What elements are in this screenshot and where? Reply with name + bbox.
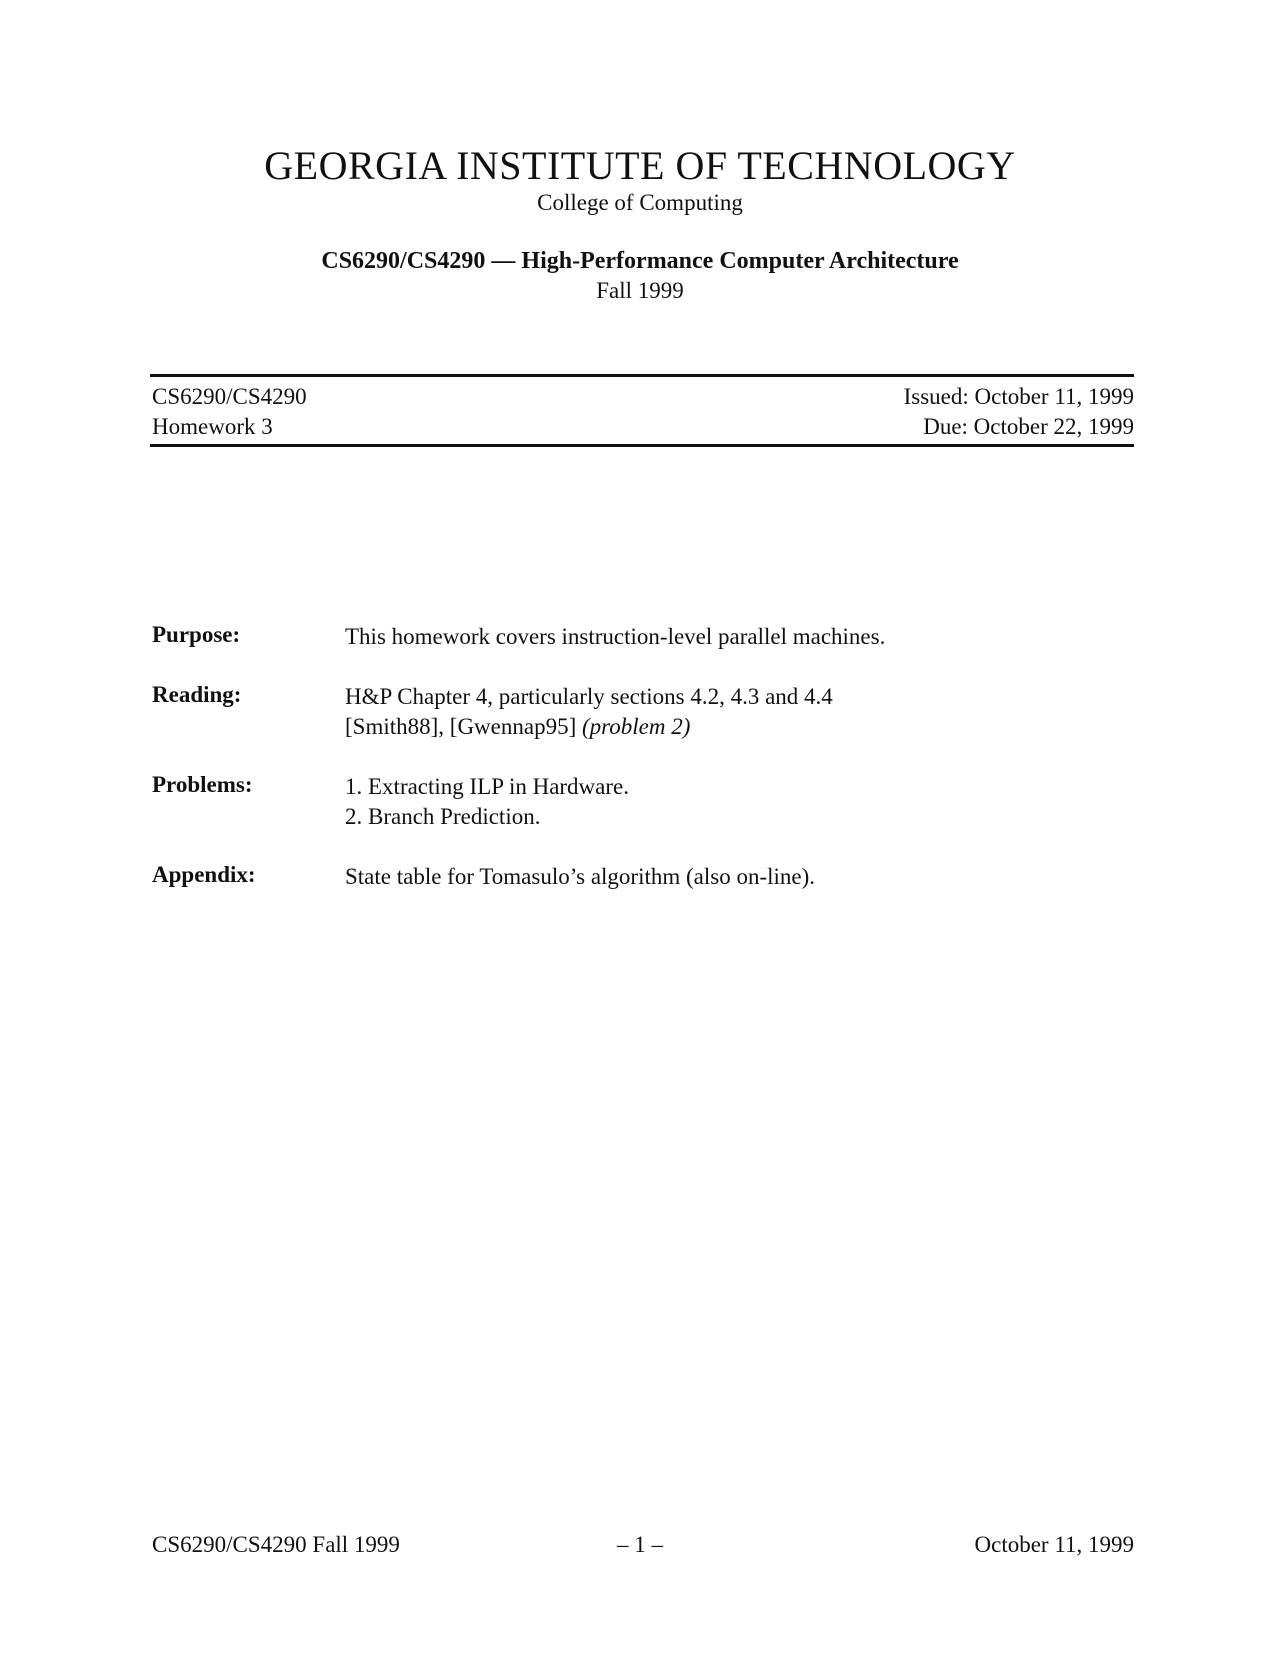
header-rule-bottom xyxy=(150,444,1134,447)
problem-item: 2. Branch Prediction. xyxy=(345,804,541,829)
reading-label: Reading: xyxy=(152,682,242,707)
problems-label: Problems: xyxy=(152,772,253,797)
appendix-content xyxy=(345,862,815,892)
appendix-text: State table for Tomasulo’s algorithm (also on-line). xyxy=(345,864,816,889)
problem-item: 1. Extracting ILP in Hardware. xyxy=(345,774,629,799)
reading-note: (problem 2) xyxy=(582,714,691,739)
header-course-code: CS6290/CS4290 xyxy=(152,384,307,409)
header-issued-date: Issued: October 11, 1999 xyxy=(903,384,1134,409)
course-title: CS6290/CS4290 — High-Performance Computer Architecture xyxy=(321,248,959,274)
course-term: Fall 1999 xyxy=(596,278,684,303)
header-due-date: Due: October 22, 1999 xyxy=(923,414,1134,439)
purpose-text: This homework covers instruction-level parallel machines. xyxy=(345,624,886,649)
purpose-content xyxy=(345,622,885,652)
institution-title: GEORGIA INSTITUTE OF TECHNOLOGY xyxy=(264,143,1016,188)
footer-course: CS6290/CS4290 Fall 1999 xyxy=(152,1532,400,1557)
purpose-label: Purpose: xyxy=(152,622,241,647)
reading-references: [Smith88], [Gwennap95] xyxy=(345,714,577,739)
problems-list xyxy=(345,772,629,832)
college-name: College of Computing xyxy=(537,190,743,215)
footer-date: October 11, 1999 xyxy=(974,1532,1134,1557)
footer-page-number: – 1 – xyxy=(617,1532,663,1557)
reading-content xyxy=(345,682,833,742)
header-assignment: Homework 3 xyxy=(152,414,273,439)
reading-line-1: H&P Chapter 4, particularly sections 4.2, 4.3 and 4.4 xyxy=(345,684,833,709)
appendix-label: Appendix: xyxy=(152,862,256,887)
header-rule-top xyxy=(150,374,1134,377)
reading-line-2 xyxy=(345,712,833,742)
